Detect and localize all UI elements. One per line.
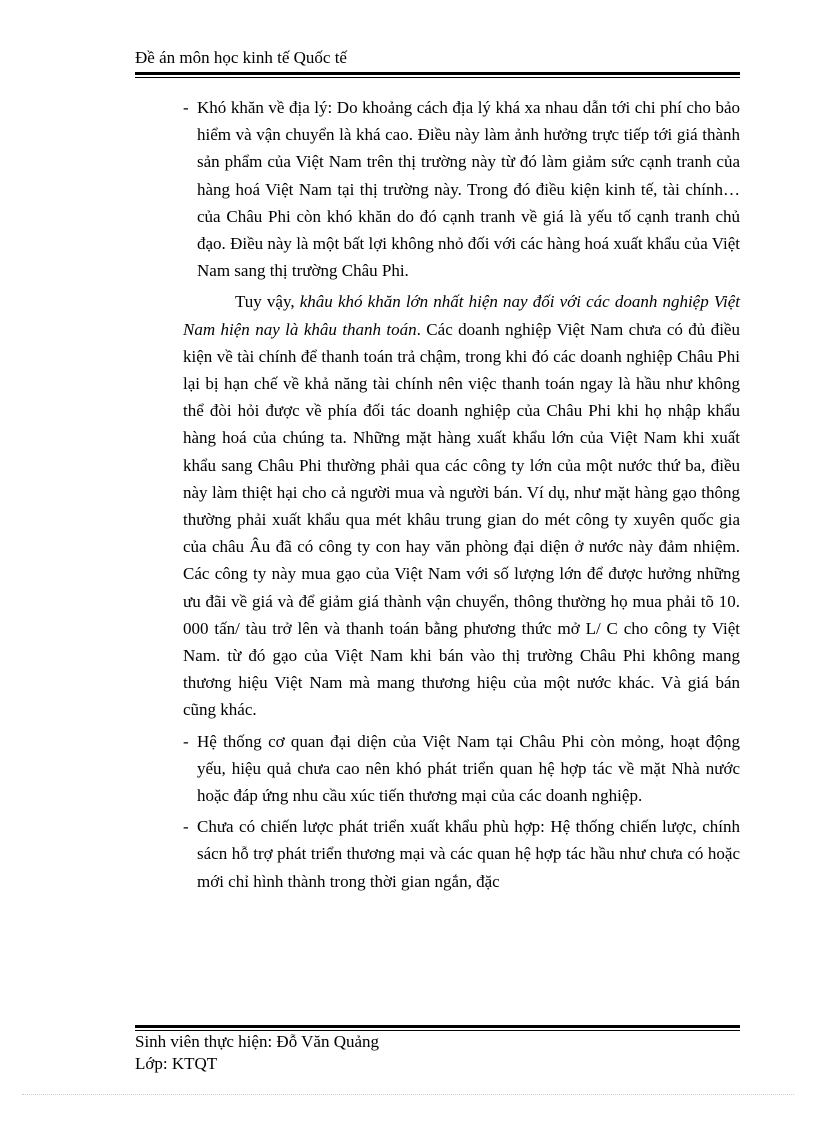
header-rule xyxy=(135,72,740,78)
page-footer xyxy=(135,1031,379,1075)
document-body xyxy=(183,94,740,899)
bullet-text: Hệ thống cơ quan đại diện của Việt Nam tại Châu Phi còn mỏng, hoạt động yếu, hiệu quả chưa cao nên khó phát triển quan hệ hợp tác về mặt Nhà nước hoặc đáp ứng nhu cầu xúc tiến thương mại của các doanh nghiệp. xyxy=(197,731,740,806)
bullet-dash: - xyxy=(183,731,189,751)
paragraph-emphasis: khâu khó khăn lớn nhất hiện nay đối với các doanh nghiệp Việt Nam hiện nay là khâu thanh toán xyxy=(183,292,740,339)
page-header-title: Đề án môn học kinh tế Quốc tế xyxy=(135,48,347,67)
page-bottom-dotted-line xyxy=(22,1094,794,1095)
bullet-dash: - xyxy=(183,98,189,117)
bullet-geography xyxy=(183,94,740,284)
bullet-text: Chưa có chiến lược phát triển xuất khẩu phù hợp: Hệ thống chiến lược, chính sácn hỗ trợ phát triển thương mại và các quan hệ hợp tác hầu như chưa có hoặc mới chỉ hình thành trong thời gian ngắn, đặc xyxy=(197,817,740,891)
paragraph-lead: Tuy vậy, xyxy=(235,292,300,312)
footer-class: Lớp: KTQT xyxy=(135,1054,218,1073)
footer-author: Sinh viên thực hiện: Đỗ Văn Quảng xyxy=(135,1032,380,1051)
bullet-dash: - xyxy=(183,817,189,837)
bullet-strategy xyxy=(183,813,740,895)
bullet-representation xyxy=(183,728,740,810)
paragraph-rest: . Các doanh nghiệp Việt Nam chưa có đủ điều kiện về tài chính để thanh toán trả chậm, trong khi đó các doanh nghiệp Châu Phi lại bị hạn chế về khả năng tài chính nên việc thanh toán ngay là hầu như không thể đòi hỏi được về phía đối tác doanh nghiệp của Châu Phi khi họ nhập khẩu hàng hoá của chúng ta. Những mặt hàng xuất khẩu lớn của Việt Nam khi xuất khẩu sang Châu Phi thường phải qua các công ty lớn của một nước thứ ba, điều này làm thiệt hại cho cả người mua và người bán. Ví dụ, như mặt hàng gạo thông thường phải xuất khẩu qua mét khâu trung gian do mét công ty xuyên quốc gia của châu Âu đã có công ty con hay văn phòng đại diện ở nước này đảm nhiệm. Các công ty này mua gạo của Việt Nam với số lượng lớn để được hưởng những ưu đãi về giá và để giảm giá thành vận chuyển, thông thường họ mua phải tõ 10. 000 tấn/ tàu trở lên và thanh toán bằng phương thức mở L/ C cho công ty Việt Nam. từ đó gạo của Việt Nam khi bán vào thị trường Châu Phi không mang thương hiệu Việt Nam mà mang thương hiệu của một nước khác. Và giá bán cũng khác. xyxy=(183,319,740,720)
paragraph-payment xyxy=(183,288,740,723)
bullet-text: Khó khăn về địa lý: Do khoảng cách địa lý khá xa nhau dẫn tới chi phí cho bảo hiểm và vận chuyển là khá cao. Điều này làm ảnh hưởng trực tiếp tới giá thành sản phẩm của Việt Nam trên thị trường này từ đó làm giảm sức cạnh tranh của hàng hoá Việt Nam tại thị trường này. Trong đó điều kiện kinh tế, tài chính… của Châu Phi còn khó khăn do đó cạnh tranh về giá là yếu tố cạnh tranh chủ đạo. Điều này là một bất lợi không nhỏ đối với các hàng hoá xuất khẩu của Việt Nam sang thị trường Châu Phi. xyxy=(197,98,740,281)
